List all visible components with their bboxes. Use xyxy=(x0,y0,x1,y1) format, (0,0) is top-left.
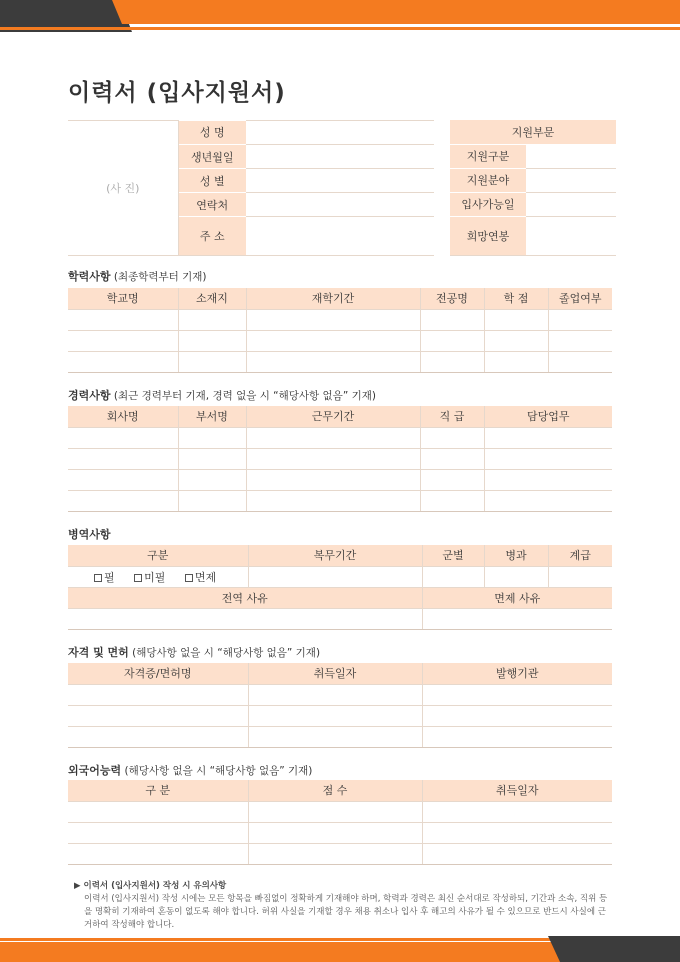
table-row xyxy=(68,684,612,705)
start-date-field[interactable] xyxy=(526,192,616,216)
table-row xyxy=(68,309,612,330)
address-label: 주 소 xyxy=(178,217,246,256)
salary-label: 희망연봉 xyxy=(450,216,526,255)
salary-field[interactable] xyxy=(526,216,616,255)
table-row xyxy=(68,490,612,511)
notice-body: 이력서 (입사지원서) 작성 시에는 모든 항목을 빠짐없이 정확하게 기재해야 하며, 학력과 경력은 최신 순서대로 작성하되, 기간과 소속, 직위 등을 명확히 기재하여 혼동이 없도록 해야 합니다. 허위 사실을 기재할 경우 채용 취소나 입사 후 해고의 사유가 될 수 있으므로 반드시 사실에 근거하여 작성해야 합니다. xyxy=(84,894,608,930)
checkbox-icon[interactable] xyxy=(94,574,102,582)
career-header-company: 회사명 xyxy=(68,406,178,427)
mil-header-branch: 군별 xyxy=(422,545,484,566)
table-row xyxy=(68,705,612,726)
mil-header-specialty: 병과 xyxy=(484,545,548,566)
table-row xyxy=(68,726,612,747)
table-row xyxy=(68,427,612,448)
exemption-reason-header: 면제 사유 xyxy=(422,587,612,608)
photo-placeholder: (사 진) xyxy=(68,121,178,256)
military-status-options xyxy=(68,566,248,587)
option-exempt[interactable]: 면제 xyxy=(185,571,216,584)
license-header-date: 취득일자 xyxy=(248,663,422,684)
contact-field[interactable] xyxy=(246,193,434,217)
birthdate-label: 생년월일 xyxy=(178,145,246,169)
checkbox-icon[interactable] xyxy=(185,574,193,582)
license-header-name: 자격증/면허명 xyxy=(68,663,248,684)
apply-type-field[interactable] xyxy=(526,144,616,168)
start-date-label: 입사가능일 xyxy=(450,192,526,216)
table-row xyxy=(68,351,612,372)
table-row xyxy=(68,822,612,843)
career-table xyxy=(68,406,612,512)
page-title: 이력서 (입사지원서) xyxy=(68,80,286,106)
mil-header-rank: 계급 xyxy=(548,545,612,566)
edu-header-graduation: 졸업여부 xyxy=(548,288,612,309)
name-label: 성 명 xyxy=(178,121,246,145)
lang-header-score: 점 수 xyxy=(248,780,422,801)
checkbox-icon[interactable] xyxy=(134,574,142,582)
apply-field-label: 지원분야 xyxy=(450,168,526,192)
language-table xyxy=(68,780,612,865)
contact-label: 연락처 xyxy=(178,193,246,217)
birthdate-field[interactable] xyxy=(246,145,434,169)
discharge-reason-field[interactable] xyxy=(68,608,422,629)
discharge-reason-header: 전역 사유 xyxy=(68,587,422,608)
edu-header-location: 소재지 xyxy=(178,288,246,309)
lang-header-date: 취득일자 xyxy=(422,780,612,801)
career-header-dept: 부서명 xyxy=(178,406,246,427)
table-row xyxy=(68,448,612,469)
address-field[interactable] xyxy=(246,217,434,256)
gender-label: 성 별 xyxy=(178,169,246,193)
license-header-issuer: 발행기관 xyxy=(422,663,612,684)
mil-header-type: 구분 xyxy=(68,545,248,566)
military-section-title: 병역사항 xyxy=(68,528,111,541)
option-served[interactable]: 필 xyxy=(94,571,115,584)
personal-info-table xyxy=(68,120,434,256)
table-row xyxy=(68,801,612,822)
apply-type-label: 지원구분 xyxy=(450,144,526,168)
table-row xyxy=(68,469,612,490)
career-section-title: 경력사항 (최근 경력부터 기재, 경력 없을 시 “해당사항 없음” 기재) xyxy=(68,389,376,402)
name-field[interactable] xyxy=(246,121,434,145)
lang-header-type: 구 분 xyxy=(68,780,248,801)
notice-heading: ▶ 이력서 (입사지원서) 작성 시 유의사항 xyxy=(74,881,227,891)
application-info-table xyxy=(450,120,616,256)
education-table xyxy=(68,288,612,373)
top-decor-bar xyxy=(0,0,680,32)
edu-header-school: 학교명 xyxy=(68,288,178,309)
table-row xyxy=(68,330,612,351)
exemption-reason-field[interactable] xyxy=(422,608,612,629)
license-section-title: 자격 및 면허 (해당사항 없을 시 “해당사항 없음” 기재) xyxy=(68,646,321,659)
table-row xyxy=(68,843,612,864)
writing-notice xyxy=(74,880,610,932)
edu-header-gpa: 학 점 xyxy=(484,288,548,309)
apply-section-title: 지원부문 xyxy=(450,120,616,144)
career-header-rank: 직 급 xyxy=(420,406,484,427)
gender-field[interactable] xyxy=(246,169,434,193)
language-section-title: 외국어능력 (해당사항 없을 시 “해당사항 없음” 기재) xyxy=(68,764,313,777)
bottom-decor-bar xyxy=(0,936,680,962)
education-section-title: 학력사항 (최종학력부터 기재) xyxy=(68,270,207,283)
option-not-served[interactable]: 미필 xyxy=(134,571,165,584)
license-table xyxy=(68,663,612,748)
career-header-duty: 담당업무 xyxy=(484,406,612,427)
edu-header-period: 재학기간 xyxy=(246,288,420,309)
military-table xyxy=(68,545,612,630)
edu-header-major: 전공명 xyxy=(420,288,484,309)
career-header-period: 근무기간 xyxy=(246,406,420,427)
mil-header-period: 복무기간 xyxy=(248,545,422,566)
apply-field-field[interactable] xyxy=(526,168,616,192)
